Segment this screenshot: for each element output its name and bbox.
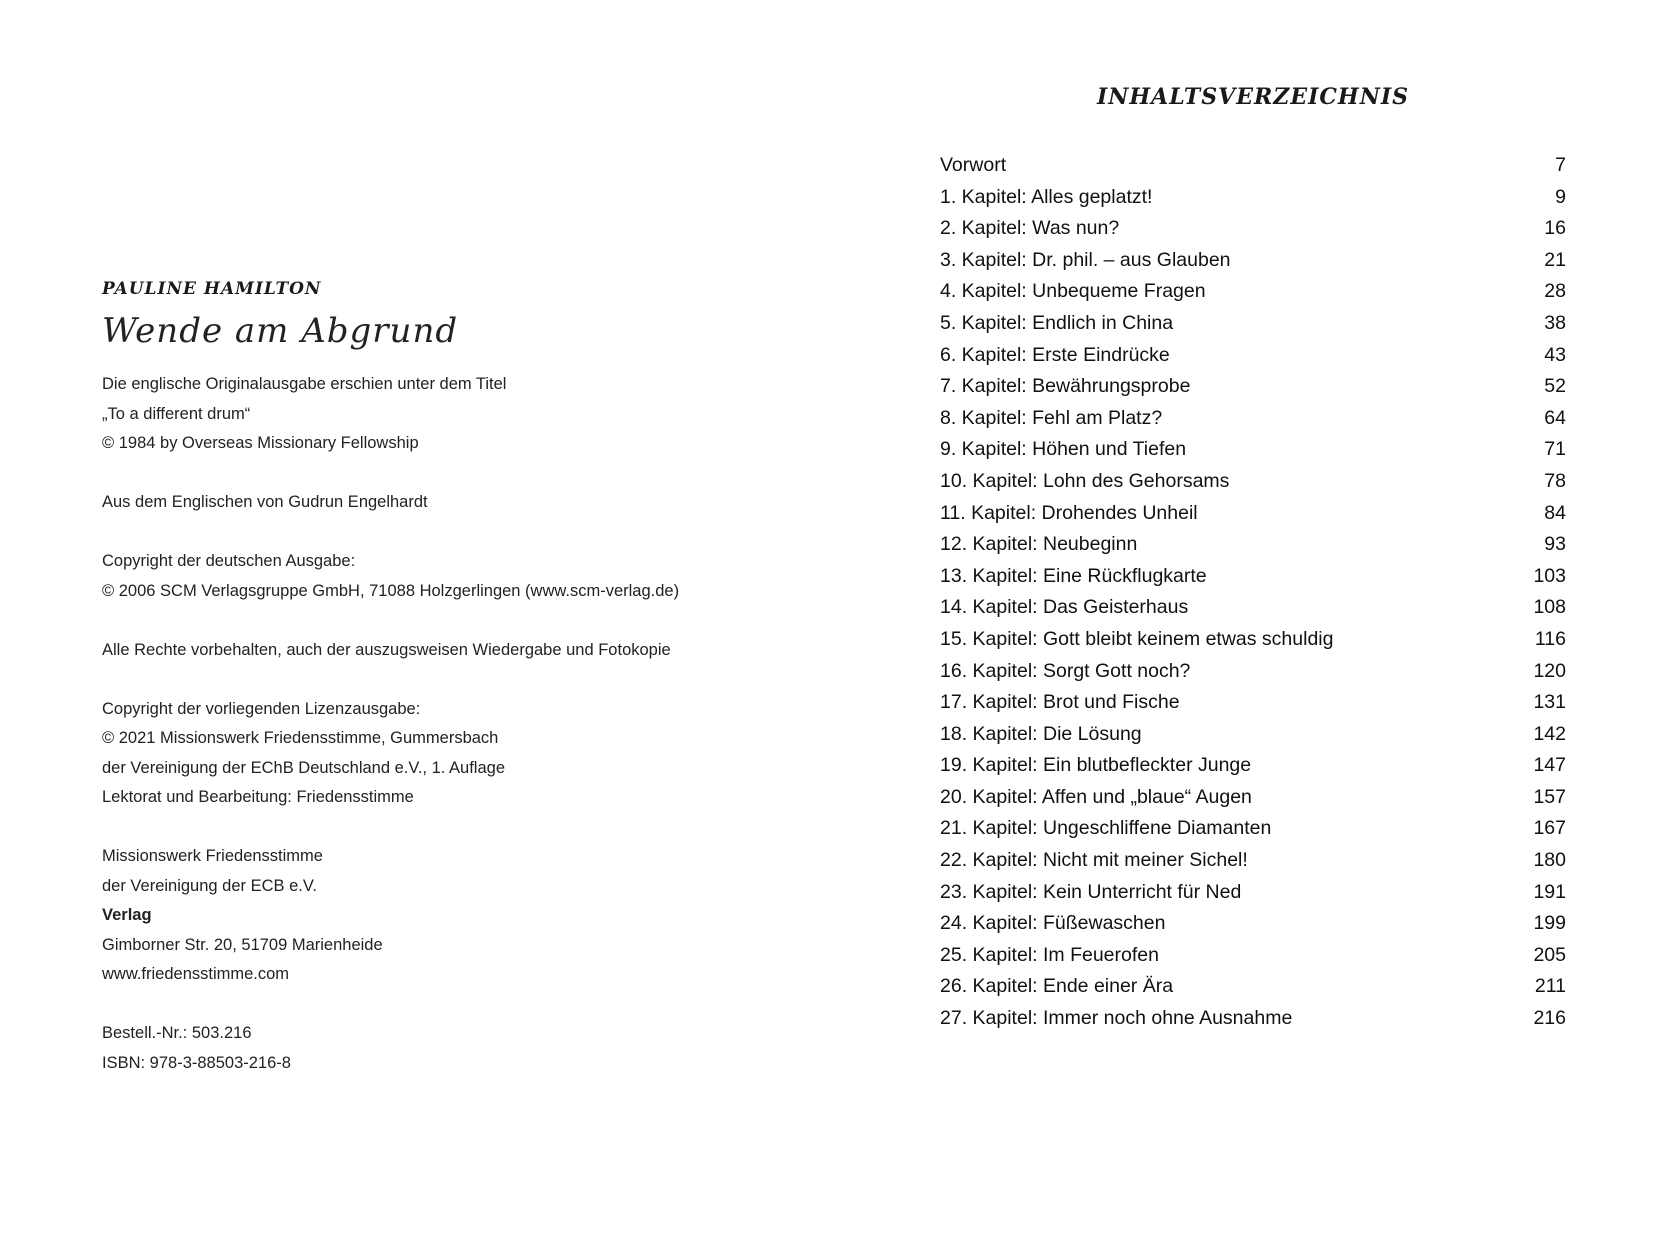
toc-entry-title: 16. Kapitel: Sorgt Gott noch? — [940, 659, 1191, 682]
license-heading: Copyright der vorliegenden Lizenzausgabe: — [102, 699, 421, 718]
toc-entry-page: 199 — [1533, 912, 1566, 935]
toc-entry-page: 142 — [1533, 722, 1566, 745]
toc-entry-page: 21 — [1544, 248, 1566, 271]
toc-entry-title: 2. Kapitel: Was nun? — [940, 217, 1120, 240]
toc-entry-page: 84 — [1544, 501, 1566, 524]
publisher-association: der Vereinigung der ECB e.V. — [102, 876, 317, 895]
toc-entry-page: 16 — [1544, 217, 1566, 240]
toc-entry-page: 93 — [1544, 533, 1566, 556]
toc-entry — [940, 182, 1566, 214]
toc-entry — [940, 656, 1566, 688]
toc-entry — [940, 466, 1566, 498]
toc-entry — [940, 877, 1566, 909]
imprint-block — [102, 370, 782, 1078]
isbn: ISBN: 978-3-88503-216-8 — [102, 1053, 291, 1072]
toc-entry — [940, 813, 1566, 845]
toc-entry-title: 19. Kapitel: Ein blutbefleckter Junge — [940, 754, 1252, 777]
toc-entry-title: 27. Kapitel: Immer noch ohne Ausnahme — [940, 1007, 1293, 1030]
toc-entry-page: 205 — [1533, 943, 1566, 966]
toc-entry-title: 24. Kapitel: Füßewaschen — [940, 912, 1166, 935]
toc-entry-page: 7 — [1555, 154, 1566, 176]
toc-entry-page: 43 — [1544, 343, 1566, 366]
toc-entry-title: 1. Kapitel: Alles geplatzt! — [940, 185, 1153, 208]
toc-entry-title: 3. Kapitel: Dr. phil. – aus Glauben — [940, 248, 1231, 271]
toc-entry-page: 28 — [1544, 280, 1566, 303]
license-copyright-line: © 2021 Missionswerk Friedensstimme, Gummersbach — [102, 729, 499, 747]
toc-entry — [940, 782, 1566, 814]
toc-entry — [940, 371, 1566, 403]
editing-line: Lektorat und Bearbeitung: Friedensstimme — [102, 788, 414, 806]
toc-entry — [940, 276, 1566, 308]
toc-entry-title: 26. Kapitel: Ende einer Ära — [940, 975, 1174, 998]
order-number: Bestell.-Nr.: 503.216 — [102, 1024, 252, 1042]
imprint-page — [102, 276, 782, 1078]
toc-entry-page: 191 — [1533, 880, 1566, 903]
toc-entry — [940, 340, 1566, 372]
toc-heading: INHALTSVERZEICHNIS — [1096, 84, 1409, 110]
toc-entry-page: 9 — [1555, 185, 1566, 208]
author-name: PAULINE HAMILTON — [102, 279, 322, 299]
toc-entry-title: 18. Kapitel: Die Lösung — [940, 722, 1142, 745]
toc-entry-title: 20. Kapitel: Affen und „blaue“ Augen — [940, 785, 1252, 808]
toc-entry — [940, 971, 1566, 1003]
original-copyright-line: © 1984 by Overseas Missionary Fellowship — [102, 434, 419, 452]
toc-entry-page: 78 — [1544, 469, 1566, 492]
toc-entry — [940, 908, 1566, 940]
toc-entry-title: 12. Kapitel: Neubeginn — [940, 533, 1138, 556]
toc-entry — [940, 245, 1566, 277]
toc-entry — [940, 592, 1566, 624]
toc-entry-page: 157 — [1533, 785, 1566, 808]
toc-entry-title: 6. Kapitel: Erste Eindrücke — [940, 343, 1170, 366]
toc-list — [940, 150, 1566, 1035]
toc-entry-title: 25. Kapitel: Im Feuerofen — [940, 943, 1159, 966]
toc-entry — [940, 498, 1566, 530]
toc-entry-title: 4. Kapitel: Unbequeme Fragen — [940, 280, 1206, 303]
toc-entry — [940, 750, 1566, 782]
toc-entry — [940, 561, 1566, 593]
toc-entry — [940, 529, 1566, 561]
toc-entry-page: 120 — [1533, 659, 1566, 682]
toc-entry-title: 10. Kapitel: Lohn des Gehorsams — [940, 469, 1230, 492]
toc-entry-page: 131 — [1533, 691, 1566, 714]
toc-entry-page: 147 — [1533, 754, 1566, 777]
toc-entry-page: 38 — [1544, 311, 1566, 334]
toc-entry-title: 15. Kapitel: Gott bleibt keinem etwas schuldig — [940, 627, 1334, 650]
publisher-label: Verlag — [102, 906, 152, 924]
toc-entry-title: 5. Kapitel: Endlich in China — [940, 311, 1174, 334]
rights-line: Alle Rechte vorbehalten, auch der auszugsweisen Wiedergabe und Fotokopie — [102, 640, 671, 659]
toc-entry-page: 71 — [1544, 438, 1566, 461]
toc-entry-title: 8. Kapitel: Fehl am Platz? — [940, 406, 1163, 429]
toc-entry-page: 52 — [1544, 375, 1566, 398]
german-copyright-heading: Copyright der deutschen Ausgabe: — [102, 552, 356, 570]
original-edition-line: Die englische Originalausgabe erschien unter dem Titel — [102, 375, 507, 393]
german-copyright-line: © 2006 SCM Verlagsgruppe GmbH, 71088 Holzgerlingen (www.scm-verlag.de) — [102, 581, 680, 600]
toc-entry — [940, 403, 1566, 435]
toc-entry-title: 22. Kapitel: Nicht mit meiner Sichel! — [940, 849, 1248, 872]
toc-entry-page: 167 — [1533, 817, 1566, 840]
toc-entry-title: 23. Kapitel: Kein Unterricht für Ned — [940, 880, 1242, 903]
toc-entry — [940, 150, 1566, 182]
toc-entry-title: Vorwort — [940, 154, 1007, 176]
toc-entry-title: 11. Kapitel: Drohendes Unheil — [940, 501, 1198, 524]
toc-entry-title: 21. Kapitel: Ungeschliffene Diamanten — [940, 817, 1272, 840]
toc-entry-title: 14. Kapitel: Das Geisterhaus — [940, 596, 1189, 619]
original-title-line: „To a different drum“ — [102, 404, 251, 423]
toc-entry-title: 9. Kapitel: Höhen und Tiefen — [940, 438, 1187, 461]
toc-entry-title: 13. Kapitel: Eine Rückflugkarte — [940, 564, 1207, 587]
toc-entry — [940, 624, 1566, 656]
publisher-address: Gimborner Str. 20, 51709 Marienheide — [102, 935, 383, 954]
toc-entry-page: 211 — [1534, 975, 1566, 998]
toc-entry — [940, 213, 1566, 245]
toc-entry — [940, 1003, 1566, 1035]
toc-entry — [940, 308, 1566, 340]
toc-entry-page: 103 — [1533, 564, 1566, 587]
publisher-name: Missionswerk Friedensstimme — [102, 847, 323, 865]
license-association-line: der Vereinigung der EChB Deutschland e.V., 1. Auflage — [102, 758, 506, 777]
toc-entry — [940, 687, 1566, 719]
toc-entry-page: 180 — [1533, 849, 1566, 872]
toc-entry-page: 216 — [1533, 1007, 1566, 1030]
publisher-website: www.friedensstimme.com — [102, 965, 290, 983]
toc-entry-page: 116 — [1534, 627, 1566, 650]
toc-entry — [940, 845, 1566, 877]
toc-entry-page: 108 — [1533, 596, 1566, 619]
translator-line: Aus dem Englischen von Gudrun Engelhardt — [102, 493, 428, 511]
book-title: Wende am Abgrund — [102, 311, 459, 351]
toc-entry — [940, 434, 1566, 466]
toc-entry-title: 7. Kapitel: Bewährungsprobe — [940, 375, 1191, 398]
toc-page — [940, 80, 1566, 1035]
toc-entry — [940, 940, 1566, 972]
toc-entry — [940, 719, 1566, 751]
toc-entry-page: 64 — [1544, 406, 1566, 429]
toc-entry-title: 17. Kapitel: Brot und Fische — [940, 691, 1180, 714]
